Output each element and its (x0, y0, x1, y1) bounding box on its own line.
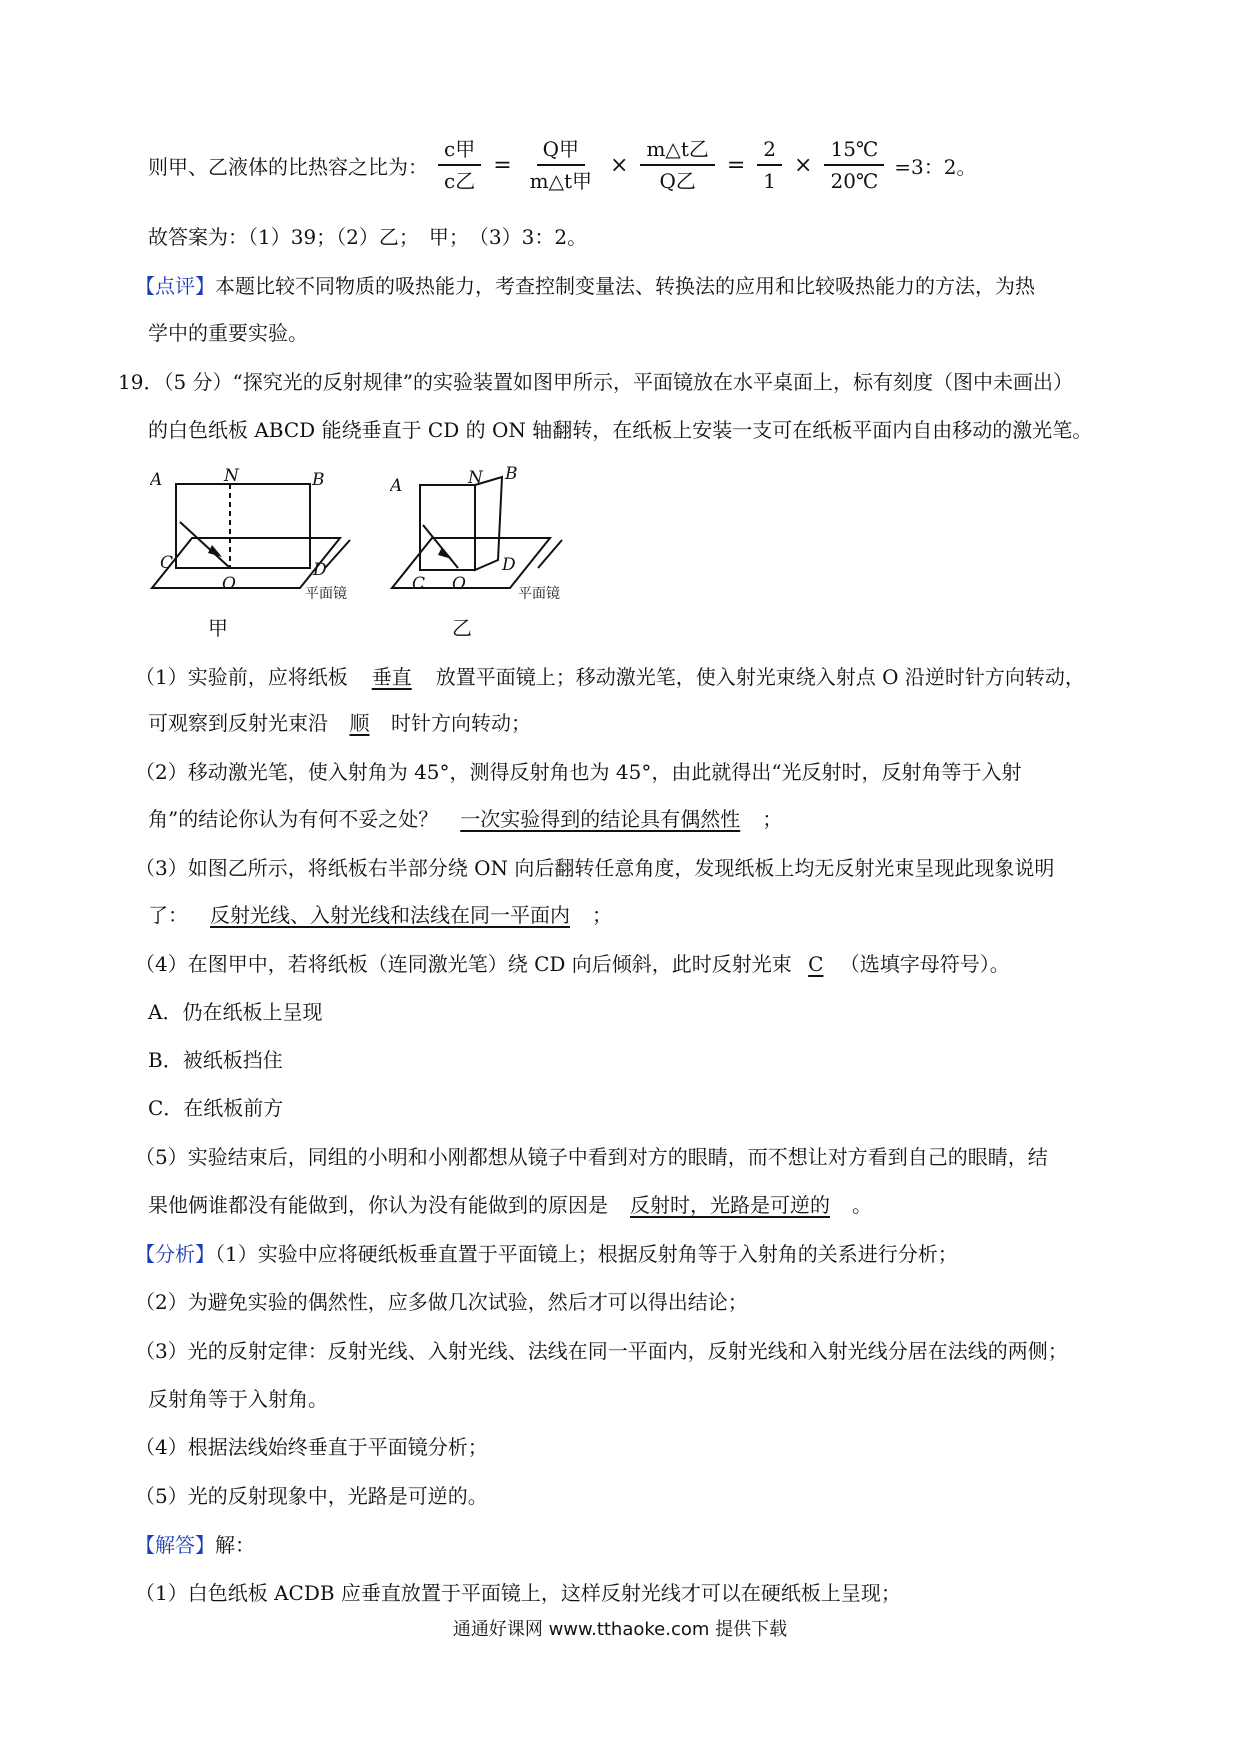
figure-caption-yi: 乙 (452, 616, 472, 640)
solution-header (135, 1530, 255, 1560)
text: 放置平面镜上；移动激光笔，使入射光束绕入射点 O 沿逆时针方向转动， (435, 665, 1085, 689)
sub-question-2-line-2 (148, 804, 782, 834)
text: 解： (215, 1533, 255, 1557)
incident-ray (423, 525, 458, 568)
frac-den: 1 (763, 169, 777, 193)
text: （4）在图甲中，若将纸板（连同激光笔）绕 CD 向后倾斜，此时反射光束 (135, 952, 792, 976)
formula-result: =3：2。 (894, 154, 977, 179)
times-sign: × (610, 152, 629, 178)
ratio-formula (148, 130, 977, 200)
formula-prefix: 则甲、乙液体的比热容之比为： (148, 154, 428, 179)
text: 果他俩谁都没有能做到，你认为没有能做到的原因是 (148, 1193, 608, 1217)
label-B: B (312, 470, 325, 490)
text: 可观察到反射光束沿 (148, 711, 328, 735)
text: ； (762, 807, 783, 831)
option-a: A．仍在纸板上呈现 (148, 1000, 323, 1024)
analysis-line-5: （4）根据法线始终垂直于平面镜分析； (135, 1435, 488, 1459)
answer-blank-reversible: 反射时，光路是可逆的 (630, 1193, 830, 1217)
mirror-pointer-line (538, 540, 562, 568)
text: （选填字母符号）。 (839, 952, 1010, 976)
sub-question-5-line-1: （5）实验结束后，同组的小明和小刚都想从镜子中看到对方的眼睛，而不想让对方看到自己的眼睛，结 (135, 1145, 1048, 1169)
sub-question-1-line-1 (135, 662, 1085, 692)
option-b: B．被纸板挡住 (148, 1048, 283, 1072)
frac-num: c甲 (438, 136, 481, 166)
frac-num: 15℃ (824, 136, 884, 166)
label-N: N (224, 466, 239, 486)
frac-num: m△t乙 (640, 136, 714, 166)
arrow-head (438, 547, 452, 559)
equals-sign: = (493, 152, 512, 178)
comment-text: 本题比较不同物质的吸热能力，考查控制变量法、转换法的应用和比较吸热能力的方法，为热 (215, 274, 1035, 298)
fraction-2-1 (757, 136, 782, 194)
text: （1）实验前，应将纸板 (135, 665, 348, 689)
sub-question-5-line-2 (148, 1190, 872, 1220)
sub-question-2-line-1: （2）移动激光笔，使入射角为 45°，测得反射角也为 45°，由此就得出“光反射时，反射角等于入射 (135, 760, 1022, 784)
frac-num: Q甲 (537, 136, 585, 166)
solution-tag: 【解答】 (135, 1533, 215, 1557)
label-B: B (505, 465, 518, 484)
text: 角”的结论你认为有何不妥之处？ (148, 807, 439, 831)
sub-question-3-line-2 (148, 900, 612, 930)
fraction-mt (640, 136, 714, 194)
analysis-line-4: 反射角等于入射角。 (148, 1387, 328, 1411)
label-A: A (150, 470, 163, 490)
label-N: N (468, 468, 483, 488)
text: 。 (852, 1193, 872, 1217)
answer-blank-conclusion: 一次实验得到的结论具有偶然性 (460, 807, 741, 831)
frac-den: m△t甲 (529, 169, 593, 193)
answer-blank-plane: 反射光线、入射光线和法线在同一平面内 (210, 903, 570, 927)
analysis-tag: 【分析】 (135, 1242, 215, 1266)
page-footer: 通通好课网 www.tthaoke.com 提供下载 (452, 1619, 788, 1640)
figure-yi (390, 465, 590, 640)
comment-tag: 【点评】 (135, 274, 215, 298)
equals-sign: = (726, 152, 746, 178)
mirror-label: 平面镜 (518, 586, 560, 602)
text: （1）实验中应将硬纸板垂直置于平面镜上；根据反射角等于入射角的关系进行分析； (215, 1242, 958, 1266)
text: 时针方向转动； (391, 711, 531, 735)
question-19-line-1: 19．（5 分）“探究光的反射规律”的实验装置如图甲所示，平面镜放在水平桌面上，标有刻度（图中未画出） (118, 370, 1073, 394)
fraction-temp (824, 136, 884, 194)
solution-line-1: （1）白色纸板 ACDB 应垂直放置于平面镜上，这样反射光线才可以在硬纸板上呈现； (135, 1581, 901, 1605)
analysis-line-2: （2）为避免实验的偶然性，应多做几次试验，然后才可以得出结论； (135, 1290, 748, 1314)
mirror-plane (152, 538, 340, 588)
label-O: O (222, 574, 236, 594)
answer-line: 故答案为：（1）39；（2）乙； 甲； （3）3：2。 (148, 225, 588, 249)
sub-question-1-line-2 (148, 708, 531, 738)
analysis-line-1 (135, 1239, 958, 1269)
text: 了： (148, 903, 188, 927)
fraction-c (438, 136, 481, 194)
label-D: D (502, 555, 516, 575)
frac-den: Q乙 (659, 169, 696, 193)
analysis-line-3: （3）光的反射定律：反射光线、入射光线、法线在同一平面内，反射光线和入射光线分居在法线的两侧； (135, 1339, 1068, 1363)
sub-question-4-line (135, 949, 1010, 979)
label-C: C (412, 574, 426, 594)
answer-blank-clockwise: 顺 (349, 711, 370, 735)
frac-den: c乙 (444, 169, 476, 193)
mirror-label: 平面镜 (305, 586, 347, 602)
answer-blank-vertical: 垂直 (371, 665, 412, 689)
figure-caption-jia: 甲 (208, 616, 228, 640)
label-A: A (390, 476, 403, 496)
analysis-line-6: （5）光的反射现象中，光路是可逆的。 (135, 1484, 488, 1508)
frac-num: 2 (757, 136, 782, 166)
comment-line-1 (135, 271, 1035, 301)
fraction-q (524, 136, 598, 194)
label-O: O (452, 574, 466, 594)
label-C: C (160, 553, 174, 573)
cardboard-right-half-folded (475, 477, 502, 570)
label-D: D (313, 560, 327, 580)
answer-blank-choice: C (808, 952, 824, 976)
cardboard-board (176, 484, 310, 568)
times-sign: × (794, 152, 813, 178)
text: ； (592, 903, 612, 927)
mirror-pointer-line (325, 540, 350, 568)
sub-question-3-line-1: （3）如图乙所示，将纸板右半部分绕 ON 向后翻转任意角度，发现纸板上均无反射光束呈现此现象说明 (135, 856, 1055, 880)
question-19-line-2: 的白色纸板 ABCD 能绕垂直于 CD 的 ON 轴翻转，在纸板上安装一支可在纸板平面内自由移动的激光笔。 (148, 418, 1093, 442)
option-c: C．在纸板前方 (148, 1096, 284, 1120)
comment-line-2: 学中的重要实验。 (148, 321, 308, 345)
frac-den: 20℃ (830, 169, 879, 193)
figure-jia (150, 465, 370, 640)
